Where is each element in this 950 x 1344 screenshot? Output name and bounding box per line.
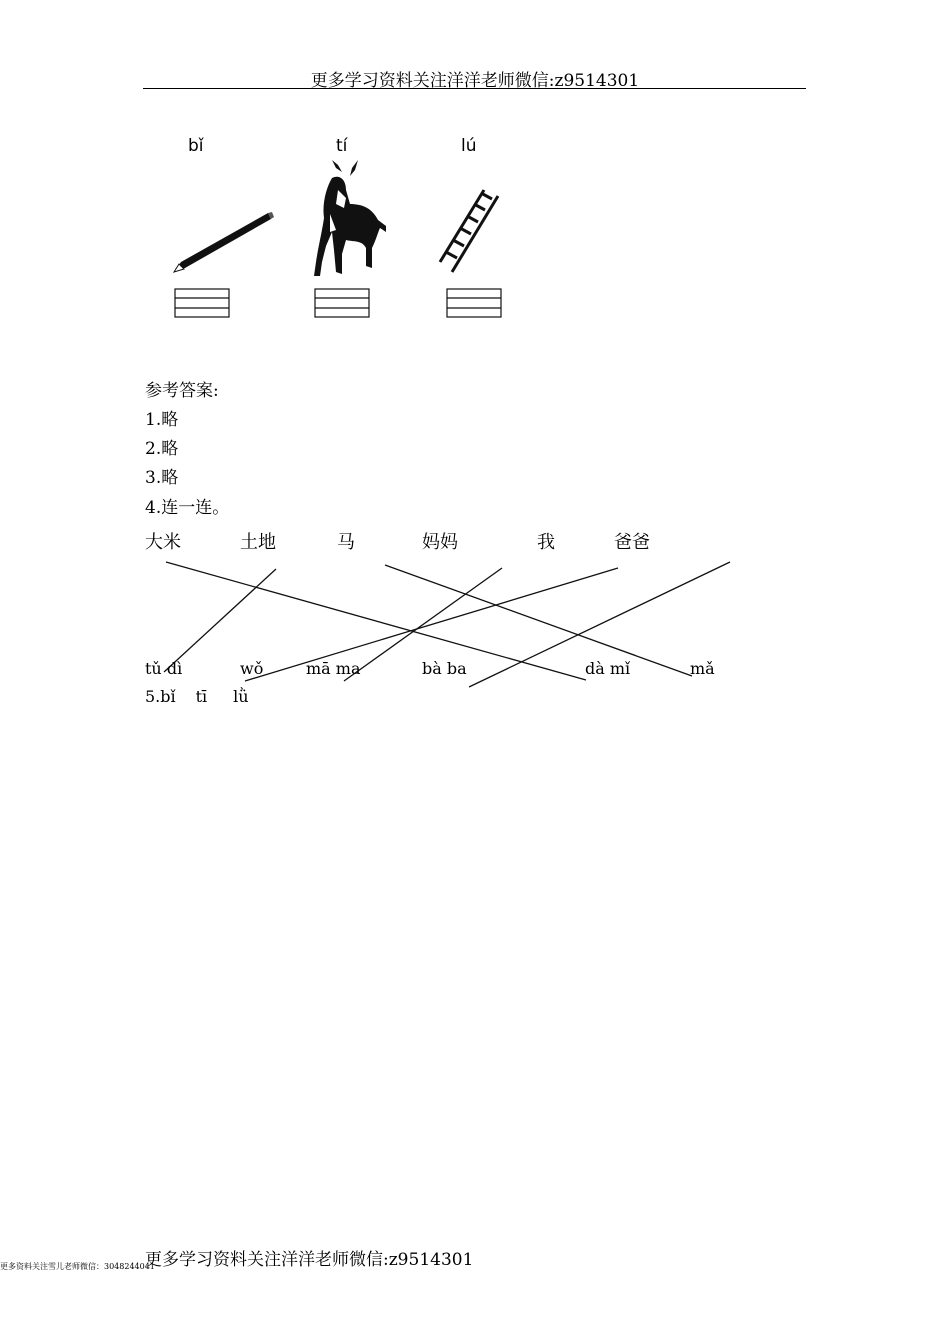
page-header: 更多学习资料关注洋洋老师微信:z9514301 (310, 71, 640, 91)
writing-box-ladder (447, 289, 501, 317)
answer-item-1: 1.略 (145, 410, 179, 430)
answer-item-5-ti: tī (195, 687, 208, 706)
donkey-icon (314, 160, 386, 276)
writing-box-donkey (315, 289, 369, 317)
answer-item-4: 4.连一连。 (145, 498, 230, 518)
answers-title: 参考答案: (145, 381, 219, 401)
match-pinyin-ma: mǎ (690, 659, 715, 678)
ladder-icon (440, 190, 498, 272)
side-note: 更多资料关注雪儿老师微信：3048244041 (0, 1262, 155, 1271)
answer-item-5-lu: lǜ (233, 687, 249, 706)
match-pinyin-baba: bà ba (422, 659, 467, 678)
match-line-tudi (164, 569, 276, 672)
match-pinyin-dami: dà mǐ (585, 659, 631, 678)
pencil-icon (174, 212, 274, 272)
answer-item-2: 2.略 (145, 439, 179, 459)
picture-pinyin-pencil: bǐ (188, 136, 204, 156)
match-pinyin-mama: mā ma (306, 659, 361, 678)
match-pinyin-wo: wǒ (240, 659, 264, 678)
match-word-dami: 大米 (145, 532, 181, 553)
writing-box-pencil (175, 289, 229, 317)
match-word-mama: 妈妈 (422, 532, 458, 553)
answer-item-5-label: 5.bǐ (145, 687, 176, 706)
answer-item-5 (145, 687, 249, 706)
answer-item-3: 3.略 (145, 468, 179, 488)
match-pinyin-tudi: tǔ dì (145, 659, 183, 678)
picture-pinyin-ladder: lú (461, 136, 477, 156)
page-footer: 更多学习资料关注洋洋老师微信:z9514301 (145, 1250, 474, 1270)
match-word-tudi: 土地 (240, 532, 276, 553)
match-word-wo: 我 (537, 532, 555, 553)
picture-pinyin-donkey: tí (336, 136, 348, 156)
match-word-baba: 爸爸 (614, 532, 650, 553)
match-line-dami (166, 562, 586, 680)
match-word-ma: 马 (337, 532, 355, 553)
